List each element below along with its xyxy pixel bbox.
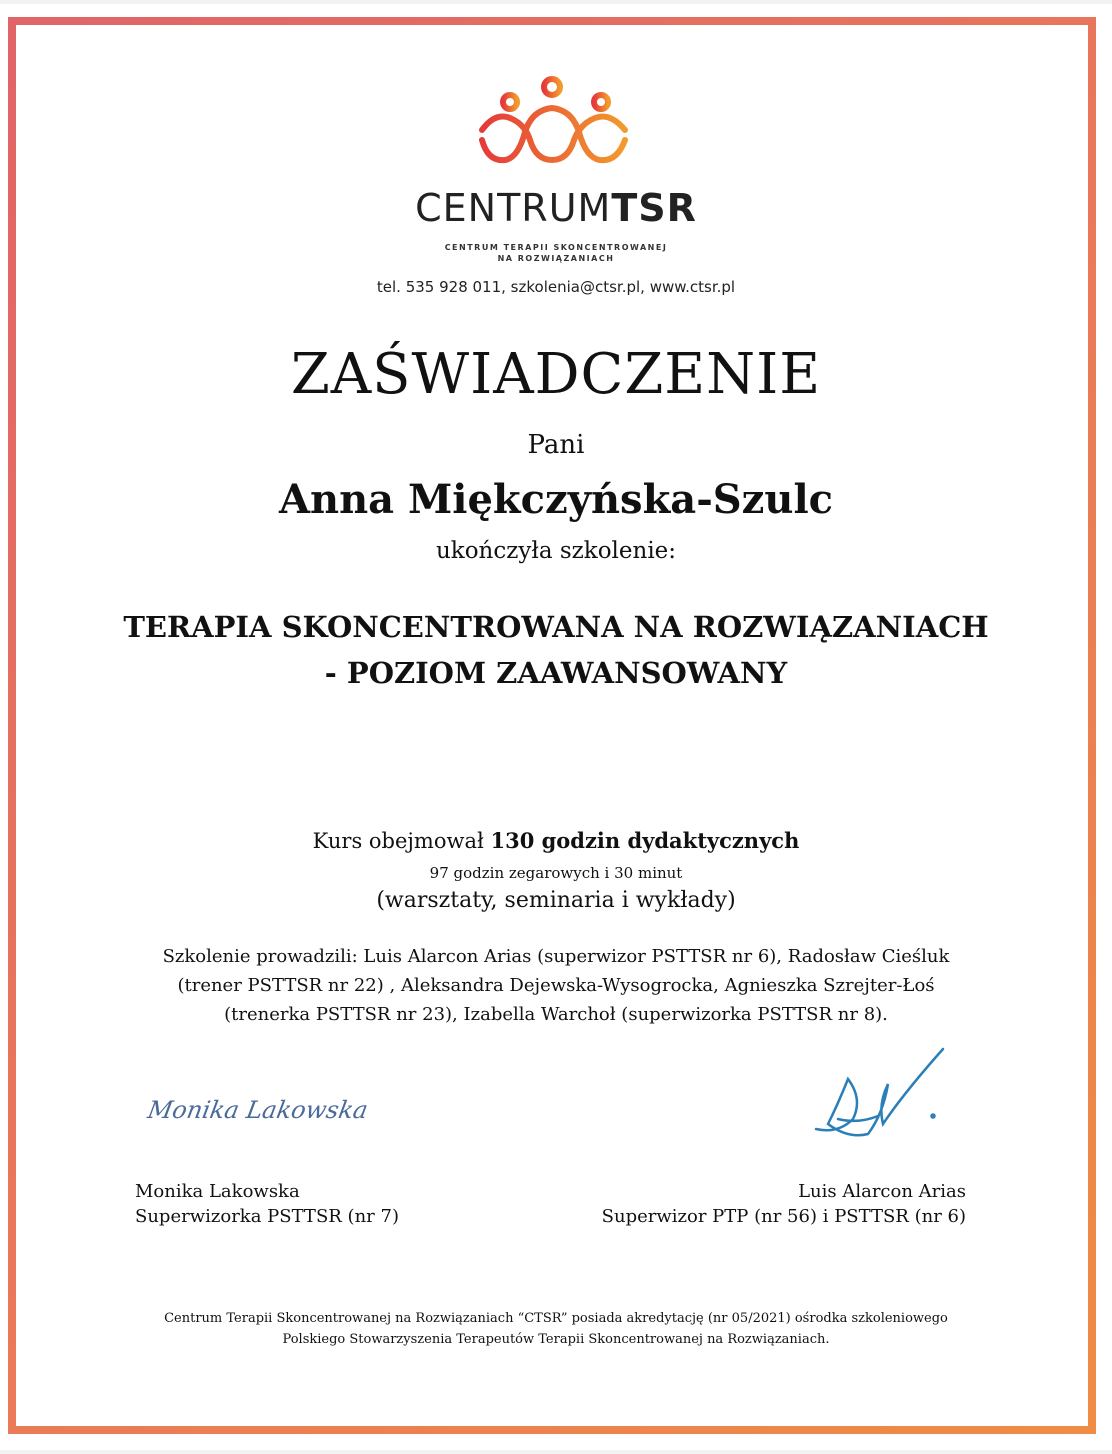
brand-light: CENTRUM: [415, 186, 612, 230]
certificate-title: ZAŚWIADCZENIE: [290, 342, 822, 407]
brand-bold: TSR: [611, 186, 697, 230]
left-signatory: [135, 1179, 399, 1229]
footer-line: Polskiego Stowarzyszenia Terapeutów Terapii Skoncentrowanej na Rozwiązaniach.: [282, 1332, 830, 1347]
brand-subtitle-1: CENTRUM TERAPII SKONCENTROWANEJ: [444, 243, 668, 252]
right-signature: [808, 1044, 948, 1144]
course-types: (warsztaty, seminaria i wykłady): [376, 888, 736, 913]
certificate-page: [0, 4, 1112, 1450]
trainers-line: (trenerka PSTTSR nr 23), Izabella Warchoł (superwizorka PSTTSR nr 8).: [224, 1004, 888, 1025]
left-signatory-role: Superwizorka PSTTSR (nr 7): [135, 1206, 399, 1227]
footer-line: Centrum Terapii Skoncentrowanej na Rozwiązaniach “CTSR” posiada akredytację (nr 05/2021) ośrodka szkoleniowego: [164, 1311, 948, 1326]
right-signatory-role: Superwizor PTP (nr 56) i PSTTSR (nr 6): [601, 1206, 966, 1227]
trainers-list: [0, 942, 1112, 1029]
contact-info: tel. 535 928 011, szkolenia@ctsr.pl, www.ctsr.pl: [376, 278, 736, 296]
left-signatory-name: Monika Lakowska: [135, 1181, 300, 1202]
hours-bold: 130 godzin dydaktycznych: [490, 828, 800, 853]
brand-subtitle-2: NA ROZWIĄZANIACH: [497, 254, 615, 263]
course-line-1: TERAPIA SKONCENTROWANA NA ROZWIĄZANIACH: [123, 610, 989, 644]
trainers-line: Szkolenie prowadzili: Luis Alarcon Arias (superwizor PSTTSR nr 6), Radosław Cieśluk: [162, 946, 950, 967]
right-signatory: [602, 1179, 966, 1229]
course-title: [0, 604, 1112, 696]
people-logo-icon: [470, 72, 640, 172]
salutation: Pani: [527, 430, 585, 460]
hours-prefix: Kurs obejmował: [312, 829, 491, 853]
trainers-line: (trener PSTTSR nr 22) , Aleksandra Dejewska-Wysogrocka, Agnieszka Szrejter-Łoś: [177, 975, 935, 996]
right-signatory-name: Luis Alarcon Arias: [798, 1181, 966, 1202]
recipient-name: Anna Miękczyńska-Szulc: [278, 476, 834, 523]
left-signature: Monika Lakowska: [145, 1096, 371, 1124]
accreditation-footer: [0, 1308, 1112, 1350]
course-hours: [0, 828, 1112, 853]
completed-text: ukończyła szkolenie:: [435, 538, 677, 564]
brand-wordmark: [0, 186, 1112, 230]
course-line-2: - POZIOM ZAAWANSOWANY: [324, 656, 788, 690]
clock-hours: 97 godzin zegarowych i 30 minut: [429, 864, 683, 882]
